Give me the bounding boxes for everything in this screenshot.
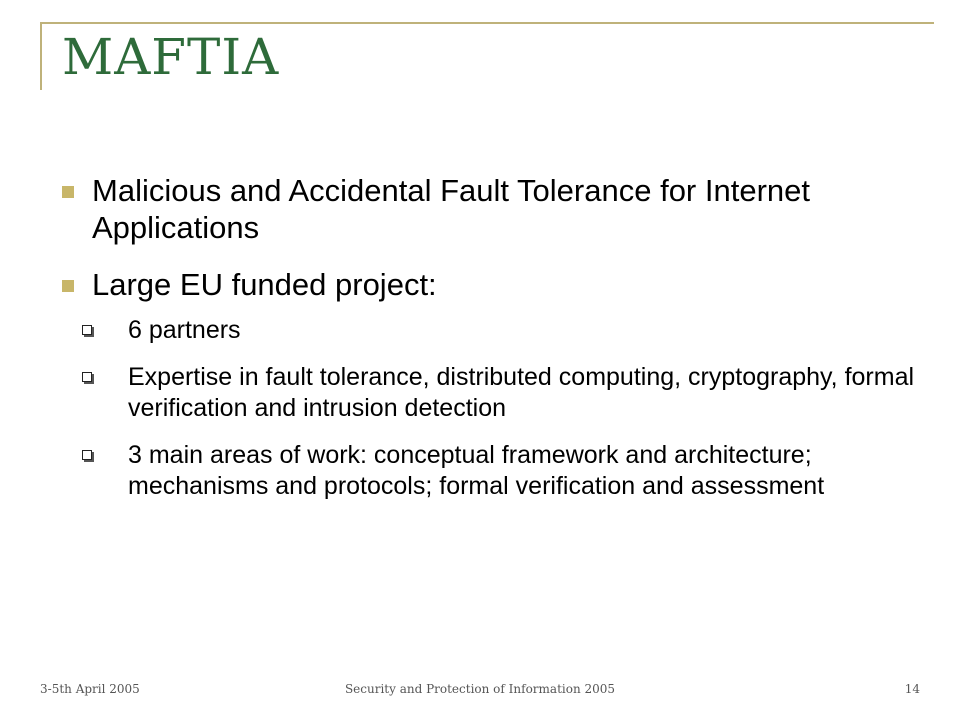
footer-event: Security and Protection of Information 2005 xyxy=(344,682,616,696)
sub-bullet-item xyxy=(82,315,942,346)
checkbox-bullet-icon xyxy=(82,450,92,460)
sub-bullet-item xyxy=(82,362,942,424)
bullet-text: Malicious and Accidental Fault Tolerance for Internet Applications xyxy=(92,173,810,245)
slide-frame-top-rule xyxy=(40,22,934,24)
sub-bullet-list xyxy=(82,315,942,502)
bullet-item xyxy=(62,266,942,303)
slide-content xyxy=(62,172,942,518)
checkbox-bullet-icon xyxy=(82,372,92,382)
footer-page-number: 14 xyxy=(904,682,920,696)
slide-title: MAFTIA xyxy=(62,28,280,86)
square-bullet-icon xyxy=(62,280,74,292)
square-bullet-icon xyxy=(62,186,74,198)
sub-bullet-item xyxy=(82,440,942,502)
footer-date: 3-5th April 2005 xyxy=(40,682,140,696)
sub-bullet-text: 6 partners xyxy=(128,316,241,344)
bullet-item xyxy=(62,172,942,246)
bullet-text: Large EU funded project: xyxy=(92,267,437,302)
sub-bullet-text: Expertise in fault tolerance, distributed computing, cryptography, formal verification and intrusion detection xyxy=(128,363,915,422)
checkbox-bullet-icon xyxy=(82,325,92,335)
slide-frame-left-rule xyxy=(40,22,42,90)
sub-bullet-text: 3 main areas of work: conceptual framework and architecture; mechanisms and protocols; formal verification and assessment xyxy=(128,441,825,500)
